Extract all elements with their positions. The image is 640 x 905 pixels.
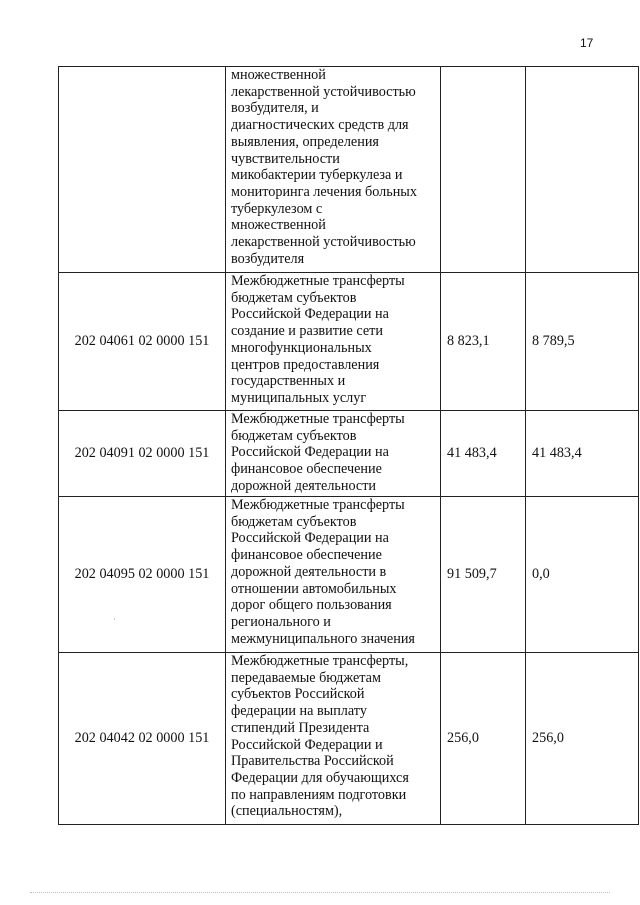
description-line: стипендий Президента — [231, 719, 370, 736]
description-line: туберкулезом с — [231, 200, 323, 217]
description-line: отношении автомобильных — [231, 580, 397, 597]
description-line: федерации на выплату — [231, 703, 367, 720]
description-cell — [226, 273, 441, 411]
description-line: межмуниципального значения — [231, 630, 415, 647]
description-line: бюджетам субъектов — [231, 513, 357, 530]
description-line: Межбюджетные трансферты — [231, 411, 405, 427]
page-number: 17 — [580, 36, 594, 50]
code-cell: 202 04095 02 0000 151 — [59, 497, 226, 653]
value-2016-cell: 0,0 — [526, 497, 639, 653]
description-line: дорожной деятельности — [231, 477, 376, 494]
value-2015-cell: 256,0 — [441, 653, 526, 825]
code-cell: 202 04091 02 0000 151 — [59, 411, 226, 497]
description-line: диагностических средств для — [231, 117, 409, 134]
description-line: лекарственной устойчивостью — [231, 234, 416, 251]
budget-table — [58, 66, 639, 825]
value-2016-cell — [526, 67, 639, 273]
description-line: возбудителя, и — [231, 100, 319, 117]
description-line: дорог общего пользования — [231, 597, 392, 614]
description-line: финансовое обеспечение — [231, 547, 382, 564]
table-row — [59, 653, 639, 825]
description-line: множественной — [231, 217, 326, 234]
description-line: Российской Федерации и — [231, 736, 383, 753]
value-2016-cell: 256,0 — [526, 653, 639, 825]
scan-edge-marks — [30, 892, 610, 895]
scan-speck: ʿ — [113, 617, 116, 627]
description-line: Федерации для обучающихся — [231, 769, 409, 786]
description-line: мониторинга лечения больных — [231, 183, 417, 200]
description-line: микобактерии туберкулеза и — [231, 167, 403, 184]
description-cell — [226, 67, 441, 273]
description-line: выявления, определения — [231, 133, 379, 150]
description-cell — [226, 497, 441, 653]
description-line: центров предоставления — [231, 356, 380, 373]
description-line: чувствительности — [231, 150, 340, 167]
description-line: (специальностям), — [231, 803, 343, 820]
description-line: по направлениям подготовки — [231, 786, 407, 803]
description-line: регионального и — [231, 613, 331, 630]
description-line: возбудителя — [231, 250, 305, 267]
value-2016-cell: 8 789,5 — [526, 273, 639, 411]
value-2015-cell: 91 509,7 — [441, 497, 526, 653]
table-row — [59, 497, 639, 653]
value-2015-cell: 41 483,4 — [441, 411, 526, 497]
description-line: бюджетам субъектов — [231, 289, 357, 306]
description-line: Межбюджетные трансферты, — [231, 653, 409, 669]
value-2016-cell: 41 483,4 — [526, 411, 639, 497]
description-line: многофункциональных — [231, 339, 372, 356]
table-row — [59, 67, 639, 273]
value-2015-cell — [441, 67, 526, 273]
description-line: государственных и — [231, 373, 346, 390]
description-line: лекарственной устойчивостью — [231, 83, 416, 100]
description-line: создание и развитие сети — [231, 323, 383, 340]
description-line: Российской Федерации на — [231, 530, 389, 547]
code-cell: 202 04061 02 0000 151 — [59, 273, 226, 411]
table-row — [59, 273, 639, 411]
description-line: Межбюджетные трансферты — [231, 273, 405, 289]
description-line: Российской Федерации на — [231, 444, 389, 461]
code-cell: 202 04042 02 0000 151 — [59, 653, 226, 825]
description-line: Российской Федерации на — [231, 306, 389, 323]
description-line: дорожной деятельности в — [231, 563, 387, 580]
description-line: передаваемые бюджетам — [231, 669, 381, 686]
description-line: субъектов Российской — [231, 686, 365, 703]
description-line: муниципальных услуг — [231, 389, 367, 406]
description-line: Правительства Российской — [231, 753, 394, 770]
description-line: финансовое обеспечение — [231, 461, 382, 478]
description-line: бюджетам субъектов — [231, 427, 357, 444]
description-cell — [226, 411, 441, 497]
description-cell — [226, 653, 441, 825]
code-cell — [59, 67, 226, 273]
description-line: множественной — [231, 67, 326, 83]
value-2015-cell: 8 823,1 — [441, 273, 526, 411]
table-row — [59, 411, 639, 497]
description-line: Межбюджетные трансферты — [231, 497, 405, 513]
